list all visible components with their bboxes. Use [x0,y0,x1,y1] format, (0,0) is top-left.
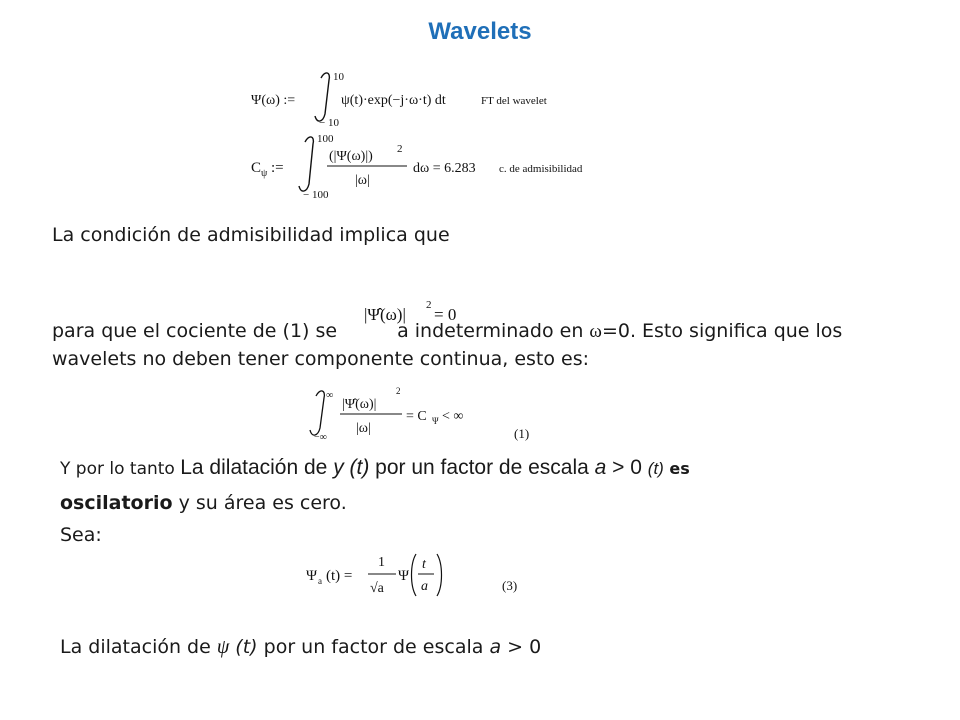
zero-lhs: |Ψ̂(ω)| [364,305,406,324]
para-admissibility-implies: La condición de admisibilidad implica que [52,224,450,246]
ft-lower-limit: − 10 [319,117,339,128]
psi-symbol: ψ [216,636,230,658]
para-quotient-line2: wavelets no deben tener componente continua, esto es: [52,348,590,370]
para2-part-c: =0. Esto significa que los [601,320,843,342]
adm-upper: ∞ [326,390,334,401]
para4-d: a [489,636,502,658]
adm-rhs-sub: Ψ [432,416,439,426]
c-assign: := [271,160,284,176]
integral-sign [299,137,313,191]
c-sub: ψ [261,168,268,179]
left-paren [412,554,417,596]
formula-fourier-transform [245,66,575,128]
formula-scaled-wavelet [300,544,540,604]
para2-part-a: para que el cociente de (1) se [52,320,338,342]
c-lhs: C [251,160,262,176]
para3-c: y (t) [333,456,370,479]
sw-frac-den: √a [370,581,384,596]
zero-exp: 2 [426,299,432,311]
para-therefore-line2 [60,492,347,514]
c-numerator: (|Ψ(ω)|) [329,149,373,164]
formula-admissibility-constant [245,128,605,200]
omega-symbol: ω [589,321,602,342]
para3-g: (t) [647,459,664,478]
right-paren [437,554,442,596]
para4-e: > 0 [501,636,542,658]
c-exponent: 2 [397,143,403,155]
ft-integrand: ψ(t)·exp(−j·ω·t) dt [341,93,446,108]
adm-numerator: |Ψ̂(ω)| [342,397,377,412]
para3-b: La dilatación de [180,456,334,479]
para3-h: es [663,459,690,478]
para3-f: > 0 [606,456,648,479]
para3-d: por un factor de escala [369,456,595,479]
adm-tag: (1) [514,426,530,441]
formula-admissibility-integral [300,384,550,444]
para4-a: La dilatación de [60,636,217,658]
integral-sign [310,391,324,435]
para-dilation [60,636,541,659]
c-note: c. de admisibilidad [499,163,583,175]
c-upper-limit: 100 [317,133,334,145]
adm-rhs: = C [406,409,427,424]
sw-lhs: Ψ [306,568,318,584]
c-denominator: |ω| [355,173,370,188]
para3-j: y su área es cero. [172,492,347,514]
ft-lhs: Ψ(ω) := [251,93,296,108]
para-sea: Sea: [60,524,102,546]
sw-arg-den: a [421,579,428,594]
para4-b: (t) [229,636,258,658]
sw-frac-num: 1 [378,555,385,570]
c-lower-limit: − 100 [303,189,329,200]
para4-c: por un factor de escala [257,636,490,658]
para-therefore-line1 [60,456,690,480]
adm-lower: −∞ [314,432,327,443]
adm-exp: 2 [396,386,401,396]
para3-a: Y por lo tanto [60,459,181,479]
integral-sign [315,73,329,121]
sw-lhs-sub: a [318,576,322,586]
para-quotient-line1 [52,320,842,343]
sw-tag: (3) [502,578,518,593]
slide-title: Wavelets [428,18,532,45]
adm-denominator: |ω| [356,421,371,436]
zero-rhs: = 0 [434,305,457,324]
para3-i: oscilatorio [60,492,173,514]
ft-note: FT del wavelet [481,95,547,107]
sw-arg-num: t [422,557,426,572]
c-tail: dω = 6.283 [413,161,476,176]
para2-part-b: a indeterminado en [397,320,590,342]
para3-e: a [594,456,607,479]
sw-lhs-arg: (t) = [326,568,353,584]
adm-rhs-tail: < ∞ [442,409,464,424]
ft-upper-limit: 10 [333,71,344,83]
sw-psi: Ψ [398,568,410,584]
